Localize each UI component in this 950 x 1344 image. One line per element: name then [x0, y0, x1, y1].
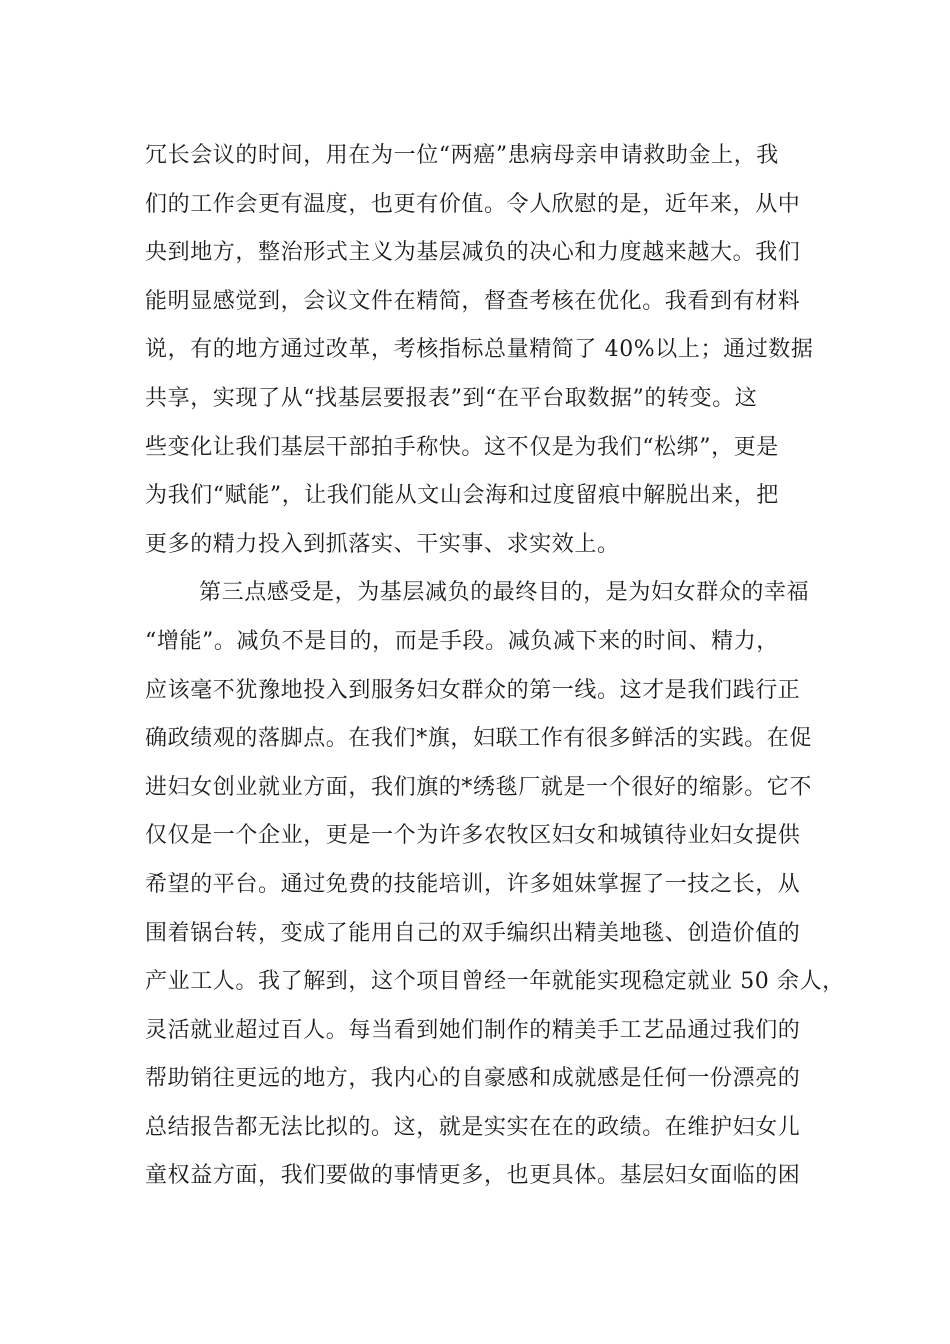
- text-line: 些变化让我们基层干部拍手称快。这不仅是为我们“松绑”，更是: [145, 434, 779, 460]
- text-line: 确政绩观的落脚点。在我们*旗，妇联工作有很多鲜活的实践。在促: [145, 726, 813, 752]
- text-line: 们的工作会更有温度，也更有价值。令人欣慰的是，近年来，从中: [145, 191, 801, 217]
- text-line: 灵活就业超过百人。每当看到她们制作的精美手工艺品通过我们的: [145, 1017, 801, 1043]
- text-line: 应该毫不犹豫地投入到服务妇女群众的第一线。这才是我们践行正: [145, 677, 801, 703]
- text-line: 希望的平台。通过免费的技能培训，许多姐妹掌握了一技之长，从: [145, 871, 801, 897]
- text-line: 进妇女创业就业方面，我们旗的*绣毯厂就是一个很好的缩影。它不: [145, 774, 813, 800]
- text-line: 仅仅是一个企业，更是一个为许多农牧区妇女和城镇待业妇女提供: [145, 823, 801, 849]
- text-line: 围着锅台转，变成了能用自己的双手编织出精美地毯、创造价值的: [145, 920, 801, 946]
- text-line: 童权益方面，我们要做的事情更多，也更具体。基层妇女面临的困: [145, 1163, 801, 1189]
- text-line: 说，有的地方通过改革，考核指标总量精简了 40%以上；通过数据: [145, 337, 814, 363]
- text-line: 总结报告都无法比拟的。这，就是实实在在的政绩。在维护妇女儿: [145, 1114, 801, 1140]
- text-line: 为我们“赋能”，让我们能从文山会海和过度留痕中解脱出来，把: [145, 483, 779, 509]
- paragraph-start-line: 第三点感受是，为基层减负的最终目的，是为妇女群众的幸福: [199, 580, 810, 606]
- text-line: 帮助销往更远的地方，我内心的自豪感和成就感是任何一份漂亮的: [145, 1066, 801, 1092]
- body-text: [145, 132, 845, 1201]
- text-line: 央到地方，整治形式主义为基层减负的决心和力度越来越大。我们: [145, 240, 801, 266]
- text-line: 冗长会议的时间，用在为一位“两癌”患病母亲申请救助金上，我: [145, 143, 779, 168]
- text-line: 更多的精力投入到抓落实、干实事、求实效上。: [145, 531, 620, 557]
- text-line: 共享，实现了从“找基层要报表”到“在平台取数据”的转变。这: [145, 385, 758, 411]
- text-line: “增能”。减负不是目的，而是手段。减负减下来的时间、精力，: [145, 628, 779, 654]
- text-line: 产业工人。我了解到，这个项目曾经一年就能实现稳定就业 50 余人，: [145, 969, 845, 995]
- text-line: 能明显感觉到，会议文件在精简，督查考核在优化。我看到有材料: [145, 288, 801, 314]
